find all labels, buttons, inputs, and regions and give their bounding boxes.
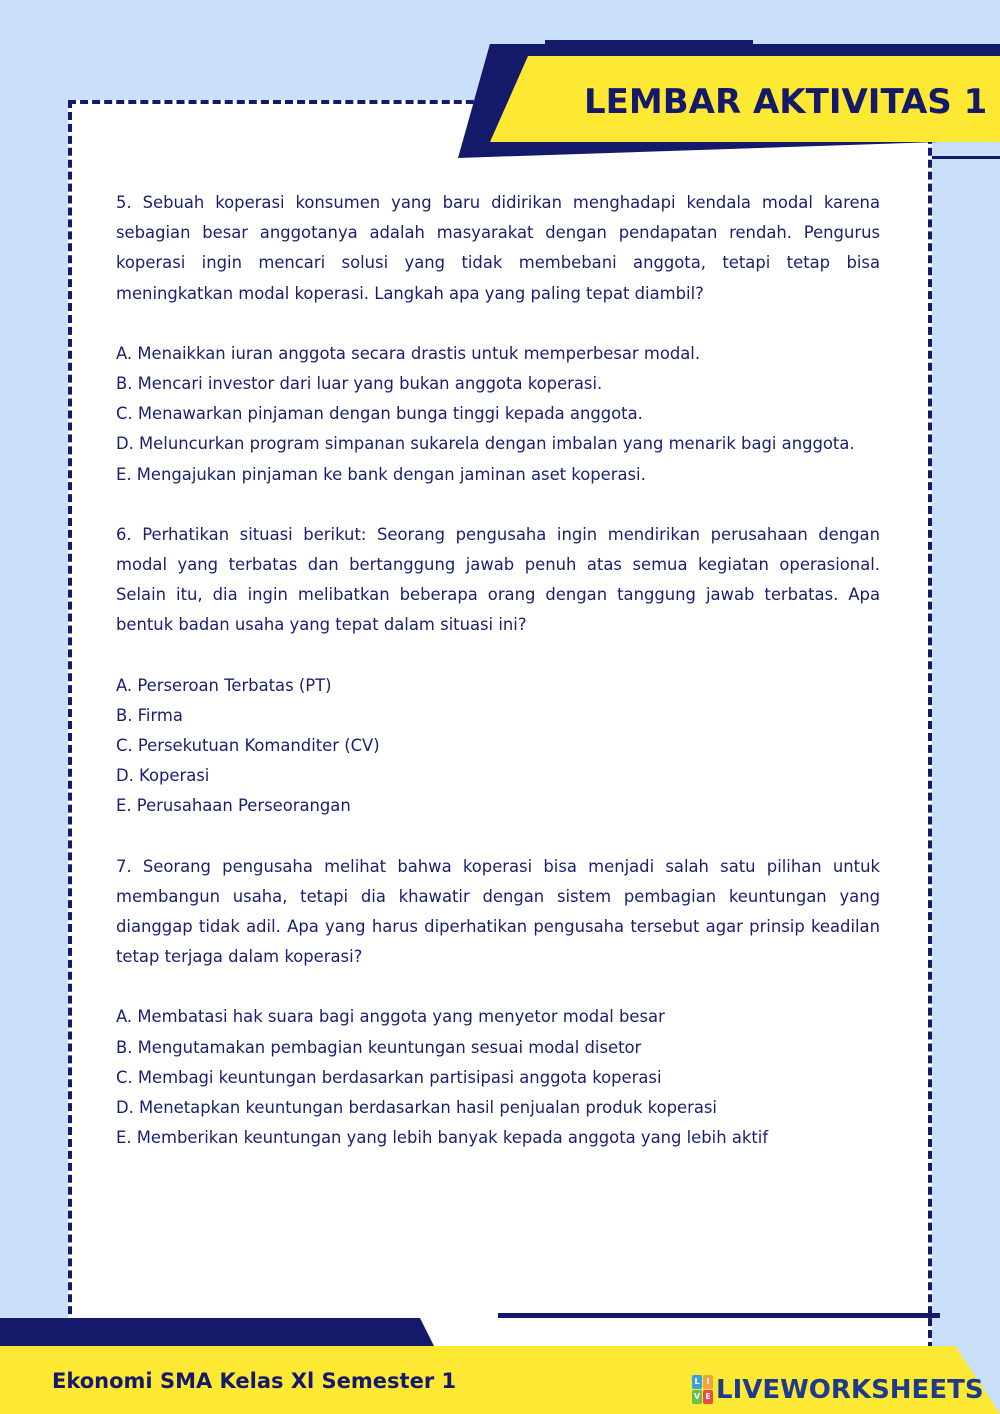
question-7-option-e: E. Memberikan keuntungan yang lebih banyak kepada anggota yang lebih aktif	[116, 1128, 769, 1148]
question-5-option-d: D. Meluncurkan program simpanan sukarela dengan imbalan yang menarik bagi anggota.	[116, 434, 855, 454]
question-6-option-d: D. Koperasi	[116, 766, 210, 786]
question-7-option-b: B. Mengutamakan pembagian keuntungan sesuai modal disetor	[116, 1037, 642, 1057]
worksheet-content	[116, 188, 880, 1183]
question-6-option-c: C. Persekutuan Komanditer (CV)	[116, 736, 380, 756]
bottom-navy-parallelogram	[0, 1318, 436, 1350]
liveworksheets-wordmark: LIVEWORKSHEETS	[716, 1375, 984, 1405]
page-title: LEMBAR AKTIVITAS 1	[584, 82, 988, 122]
question-6-option-e: E. Perusahaan Perseorangan	[116, 796, 351, 816]
footer-subject: Ekonomi SMA Kelas Xl Semester 1	[52, 1369, 457, 1393]
question-7-options	[116, 1002, 880, 1153]
bottom-right-thin-bar	[498, 1313, 940, 1318]
question-6-options	[116, 671, 880, 822]
question-7-text: 7. Seorang pengusaha melihat bahwa koperasi bisa menjadi salah satu pilihan untuk membangun usaha, tetapi dia khawatir dengan sistem pembagian keuntungan yang dianggap tidak adil. Apa yang harus diperhatikan pengusaha tersebut agar prinsip keadilan tetap terjaga dalam koperasi?	[116, 856, 880, 967]
question-7-option-c: C. Membagi keuntungan berdasarkan partisipasi anggota koperasi	[116, 1067, 662, 1087]
liveworksheets-brand[interactable]	[692, 1372, 984, 1408]
question-5-option-c: C. Menawarkan pinjaman dengan bunga tinggi kepada anggota.	[116, 404, 643, 424]
question-6-option-b: B. Firma	[116, 705, 183, 725]
liveworksheets-logo-icon: L I V E	[692, 1375, 714, 1405]
question-5-option-e: E. Mengajukan pinjaman ke bank dengan jaminan aset koperasi.	[116, 464, 646, 484]
question-5-options	[116, 339, 880, 490]
question-7-option-a: A. Membatasi hak suara bagi anggota yang menyetor modal besar	[116, 1007, 665, 1027]
question-5-option-a: A. Menaikkan iuran anggota secara drastis untuk memperbesar modal.	[116, 343, 701, 363]
question-5-text: 5. Sebuah koperasi konsumen yang baru didirikan menghadapi kendala modal karena sebagian besar anggotanya adalah masyarakat dengan pendapatan rendah. Pengurus koperasi ingin mencari solusi yang tidak membebani anggota, tetapi tetap bisa meningkatkan modal koperasi. Langkah apa yang paling tepat diambil?	[116, 193, 880, 303]
question-5-option-b: B. Mencari investor dari luar yang bukan anggota koperasi.	[116, 374, 603, 394]
question-7-option-d: D. Menetapkan keuntungan berdasarkan hasil penjualan produk koperasi	[116, 1098, 717, 1118]
question-6-option-a: A. Perseroan Terbatas (PT)	[116, 675, 332, 695]
question-6-text: 6. Perhatikan situasi berikut: Seorang pengusaha ingin mendirikan perusahaan dengan modal yang terbatas dan bertanggung jawab penuh atas semua kegiatan operasional. Selain itu, dia ingin melibatkan beberapa orang dengan tanggung jawab terbatas. Apa bentuk badan usaha yang tepat dalam situasi ini?	[116, 524, 880, 635]
